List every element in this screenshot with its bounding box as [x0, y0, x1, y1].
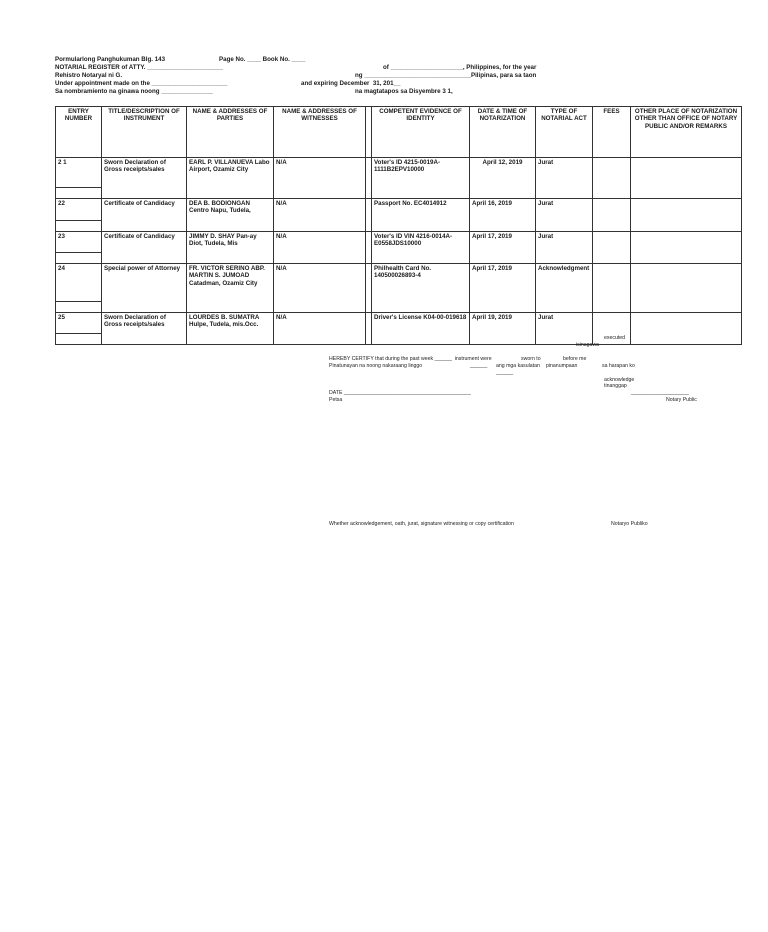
entry-blank [56, 333, 101, 344]
before-me-label: before me [563, 356, 587, 362]
col-header-date: DATE & TIME OF NOTARIZATION [470, 107, 536, 158]
table-row [56, 232, 742, 264]
appointment-date: Under appointment made on the ______________________ [55, 80, 228, 87]
table-row [56, 264, 742, 313]
witnesses-cell: N/A [274, 232, 366, 264]
sa-harapan-label: sa harapan ko [602, 363, 635, 369]
tinanggap-label: tinanggap [604, 383, 627, 389]
col-header-witnesses: NAME & ADDRESSES OF WITNESSES [274, 107, 366, 158]
notaryo-publiko-label: Notaryo Publiko [611, 521, 648, 527]
entry-cell [56, 199, 102, 232]
pinanumpaan-label: pinanumpaan [546, 363, 578, 369]
entry-number: 25 [58, 314, 65, 321]
act-cell: Acknowledgment [536, 264, 593, 313]
fees-cell [593, 199, 631, 232]
evidence-cell: Philhealth Card No. 140500026893-4 [372, 264, 470, 313]
parties-cell: JIMMY D. SHAY Pan-ay Diot, Tudela, Mis [187, 232, 274, 264]
entry-number: 22 [58, 200, 65, 207]
notarial-register-table [55, 106, 742, 345]
entry-number: 23 [58, 233, 65, 240]
entry-cell [56, 264, 102, 313]
entry-cell [56, 313, 102, 345]
parties-cell: FR. VICTOR SERINO ABP. MARTIN S. JUMOAD Catadman, Ozamiz City [187, 264, 274, 313]
date-cell: April 17, 2019 [470, 232, 536, 264]
fees-cell [593, 158, 631, 199]
rehistro-location: ng _______________________________Pilipinas, para sa taon [355, 72, 537, 79]
col-header-title: TITLE/DESCRIPTION OF INSTRUMENT [102, 107, 187, 158]
title-cell: Special power of Attorney [102, 264, 187, 313]
entry-cell [56, 232, 102, 264]
entry-number: 24 [58, 265, 65, 272]
remarks-cell [631, 264, 742, 313]
parties-cell: DEA B. BODIONGAN Centro Napu, Tudela, [187, 199, 274, 232]
signature-line: ____________________ [631, 390, 689, 396]
notarial-register-location: of _____________________, Philippines, for the year [383, 64, 537, 71]
col-header-act: TYPE OF NOTARIAL ACT [536, 107, 593, 158]
act-cell: Jurat [536, 313, 593, 345]
witnesses-cell: N/A [274, 264, 366, 313]
witnesses-cell: N/A [274, 199, 366, 232]
date-cell: April 16, 2019 [470, 199, 536, 232]
parties-cell: EARL P. VILLANUEVA Labo Airport, Ozamiz City [187, 158, 274, 199]
remarks-cell [631, 199, 742, 232]
title-cell: Sworn Declaration of Gross receipts/sales [102, 158, 187, 199]
notarial-register-atty: NOTARIAL REGISTER of ATTY. ______________________ [55, 64, 223, 71]
acknowledge-label: acknowledge [604, 377, 635, 383]
remarks-cell [631, 232, 742, 264]
form-number: Pormularlong Panghukuman Blg. 143 [55, 56, 166, 63]
entry-number: 2 1 [58, 159, 67, 166]
table-row [56, 158, 742, 199]
entry-blank [56, 220, 101, 231]
entry-blank [56, 252, 101, 263]
title-cell: Certificate of Candidacy [102, 232, 187, 264]
ang-mga-label: ang mga kasulatan [496, 363, 540, 369]
col-header-remarks: OTHER PLACE OF NOTARIZATION OTHER THAN OFFICE OF NOTARY PUBLIC AND/OR REMARKS [631, 107, 742, 158]
title-cell: Sworn Declaration of Gross receipts/sales [102, 313, 187, 345]
evidence-cell: Passport No. EC4014912 [372, 199, 470, 232]
act-cell: Jurat [536, 232, 593, 264]
page-book-number: Page No. ____ Book No. ____ [219, 56, 306, 63]
col-header-entry: ENTRY NUMBER [56, 107, 102, 158]
remarks-cell [631, 158, 742, 199]
table-header-row [56, 107, 742, 158]
blank-line-1: ______ [470, 363, 488, 369]
isinagawa-label: isinagawa [576, 342, 600, 348]
witnesses-cell: N/A [274, 313, 366, 345]
whether-note: Whether acknowledgement, oath, jurat, signature witnessing or copy certification [329, 521, 514, 527]
table-row [56, 199, 742, 232]
act-cell: Jurat [536, 158, 593, 199]
magtatapos: na magtatapos sa Disyembre 3 1, [355, 88, 453, 95]
col-header-parties: NAME & ADDRESSES OF PARTIES [187, 107, 274, 158]
remarks-cell [631, 313, 742, 345]
blank-line-2: ______ [496, 370, 514, 376]
notary-public-label: Notary Public [666, 397, 697, 403]
act-cell: Jurat [536, 199, 593, 232]
table-row [56, 313, 742, 345]
fees-cell [593, 264, 631, 313]
parties-cell: LOURDES B. SUMATRA Hulpe, Tudela, mis.Occ. [187, 313, 274, 345]
petsa-label: Petsa [329, 397, 343, 403]
nombramiento: Sa nombramiento na ginawa noong _______________ [55, 88, 213, 95]
date-cell: April 19, 2019 [470, 313, 536, 345]
col-header-fees: FEES [593, 107, 631, 158]
date-cell: April 12, 2019 [470, 158, 536, 199]
pinatunayan-label: Pinatunayan na noong nakaraang linggo [329, 363, 423, 369]
evidence-cell: Voter's ID 4215-0019A-1111B2EPV10000 [372, 158, 470, 199]
date-line: DATE ____________________________________________ [329, 390, 471, 396]
witnesses-cell: N/A [274, 158, 366, 199]
entry-cell [56, 158, 102, 199]
date-cell: April 17, 2019 [470, 264, 536, 313]
entry-blank [56, 187, 101, 198]
fees-cell [593, 232, 631, 264]
sworn-to-label: sworn to [521, 356, 541, 362]
expiry-date: and expiring December 31, 201__ [301, 80, 401, 87]
title-cell: Certificate of Candidacy [102, 199, 187, 232]
entry-blank [56, 301, 101, 312]
certify-statement: HEREBY CERTIFY that during the past week ______ instrument were [329, 356, 492, 362]
evidence-cell: Voter's ID VIN 4216-0014A-E0558JDS10000 [372, 232, 470, 264]
rehistro-notaryal: Rehistro Notaryal ni G. [55, 72, 123, 79]
evidence-cell: Driver's License K04-00-019618 [372, 313, 470, 345]
executed-label: executed [604, 335, 626, 341]
col-header-evidence: COMPETENT EVIDENCE OF IDENTITY [372, 107, 470, 158]
